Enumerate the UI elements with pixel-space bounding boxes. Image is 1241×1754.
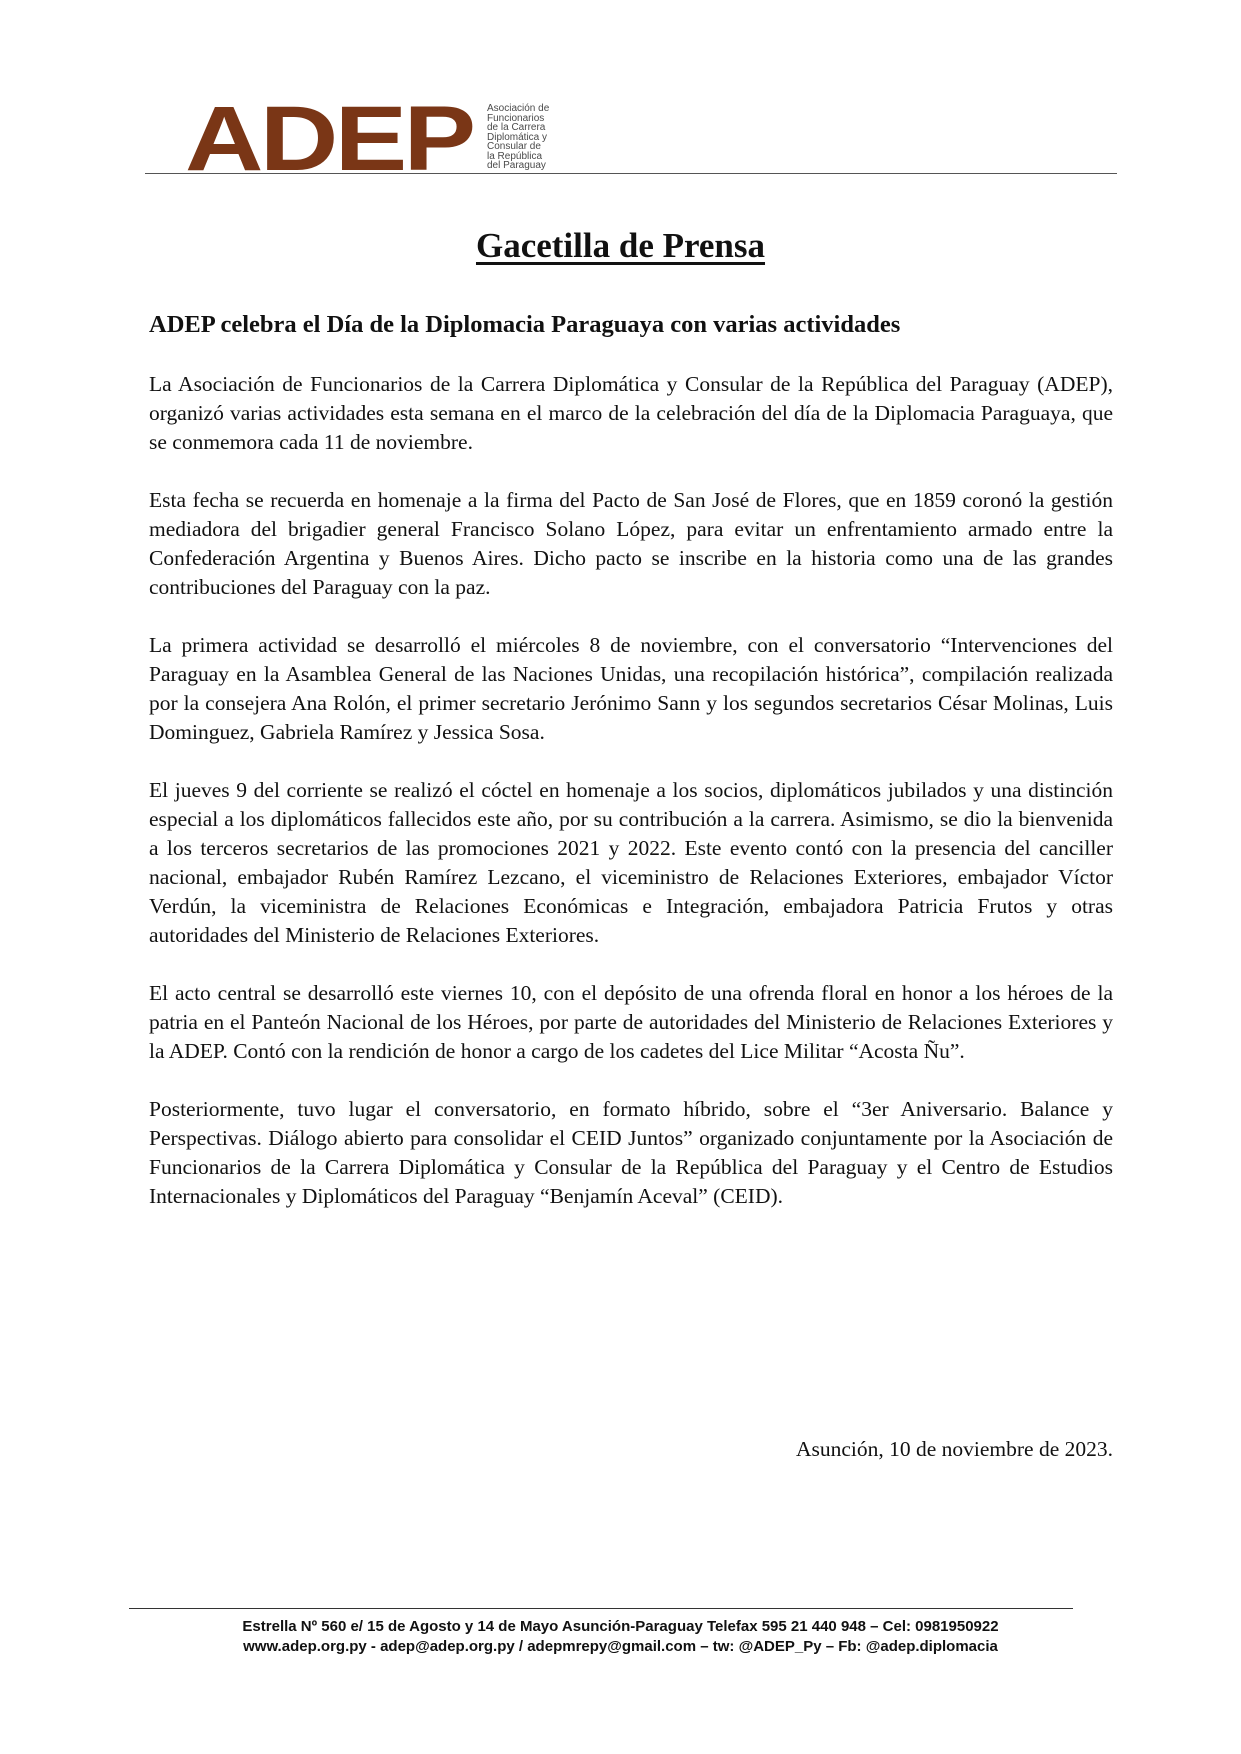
body-paragraph: La Asociación de Funcionarios de la Carrera Diplomática y Consular de la República del Paraguay (ADEP), organizó varias actividades esta semana en el marco de la celebración del día de la Diplomacia Paraguaya, que se conmemora cada 11 de noviembre. bbox=[149, 372, 1113, 454]
footer-divider bbox=[129, 1608, 1073, 1609]
footer-contact bbox=[0, 1617, 1241, 1657]
body-paragraph: La primera actividad se desarrolló el miércoles 8 de noviembre, con el conversatorio “Intervenciones del Paraguay en la Asamblea General de las Naciones Unidas, una recopilación histórica”, compilación realizada por la consejera Ana Rolón, el primer secretario Jerónimo Sann y los segundos secretarios César Molinas, Luis Dominguez, Gabriela Ramírez y Jessica Sosa. bbox=[149, 633, 1113, 744]
logo-subtitle-line: la República bbox=[487, 150, 543, 162]
press-headline: ADEP celebra el Día de la Diplomacia Paraguaya con varias actividades bbox=[149, 311, 901, 338]
logo-subtitle-line: Funcionarios bbox=[487, 112, 545, 124]
header-divider bbox=[145, 173, 1117, 174]
logo-subtitle-line: Diplomática y bbox=[487, 131, 548, 143]
page-title: Gacetilla de Prensa bbox=[475, 226, 766, 265]
footer-links: www.adep.org.py - adep@adep.org.py / adepmrepy@gmail.com – tw: @ADEP_Py – Fb: @adep.diplomacia bbox=[243, 1638, 998, 1655]
footer-address: Estrella Nº 560 e/ 15 de Agosto y 14 de Mayo Asunción-Paraguay Telefax 595 21 440 948 – Cel: 0981950922 bbox=[242, 1618, 999, 1635]
body-paragraph: El jueves 9 del corriente se realizó el cóctel en homenaje a los socios, diplomáticos jubilados y una distinción especial a los diplomáticos fallecidos este año, por su contribución a la carrera. Asimismo, se dio la bienvenida a los terceros secretarios de las promociones 2021 y 2022. Este evento contó con la presencia del canciller nacional, embajador Rubén Ramírez Lezcano, el viceministro de Relaciones Exteriores, embajador Víctor Verdún, la viceministra de Relaciones Económicas e Integración, embajadora Patricia Frutos y otras autoridades del Ministerio de Relaciones Exteriores. bbox=[149, 778, 1113, 947]
letterhead bbox=[145, 94, 1117, 174]
dateline: Asunción, 10 de noviembre de 2023. bbox=[795, 1437, 1113, 1461]
logo-wordmark: ADEP bbox=[185, 102, 473, 174]
logo-subtitle-line: Asociación de bbox=[487, 103, 550, 114]
body-paragraph: El acto central se desarrolló este viernes 10, con el depósito de una ofrenda floral en honor a los héroes de la patria en el Panteón Nacional de los Héroes, por parte de autoridades del Ministerio de Relaciones Exteriores y la ADEP. Contó con la rendición de honor a cargo de los cadetes del Lice Militar “Acosta Ñu”. bbox=[149, 981, 1113, 1063]
press-body bbox=[149, 370, 1113, 1240]
logo-subtitle-line: de la Carrera bbox=[487, 122, 546, 133]
logo-subtitle-line: Consular de bbox=[487, 141, 541, 152]
body-paragraph: Esta fecha se recuerda en homenaje a la firma del Pacto de San José de Flores, que en 1859 coronó la gestión mediadora del brigadier general Francisco Solano López, para evitar un enfrentamiento armado entre la Confederación Argentina y Buenos Aires. Dicho pacto se inscribe en la historia como una de las grandes contribuciones del Paraguay con la paz. bbox=[149, 488, 1113, 599]
adep-logo bbox=[185, 102, 573, 174]
logo-subtitle-line: del Paraguay bbox=[487, 160, 546, 171]
body-paragraph: Posteriormente, tuvo lugar el conversatorio, en formato híbrido, sobre el “3er Aniversario. Balance y Perspectivas. Diálogo abierto para consolidar el CEID Juntos” organizado conjuntamente por la Asociación de Funcionarios de la Carrera Diplomática y Consular de la República del Paraguay y el Centro de Estudios Internacionales y Diplomáticos del Paraguay “Benjamín Aceval” (CEID). bbox=[149, 1097, 1113, 1208]
